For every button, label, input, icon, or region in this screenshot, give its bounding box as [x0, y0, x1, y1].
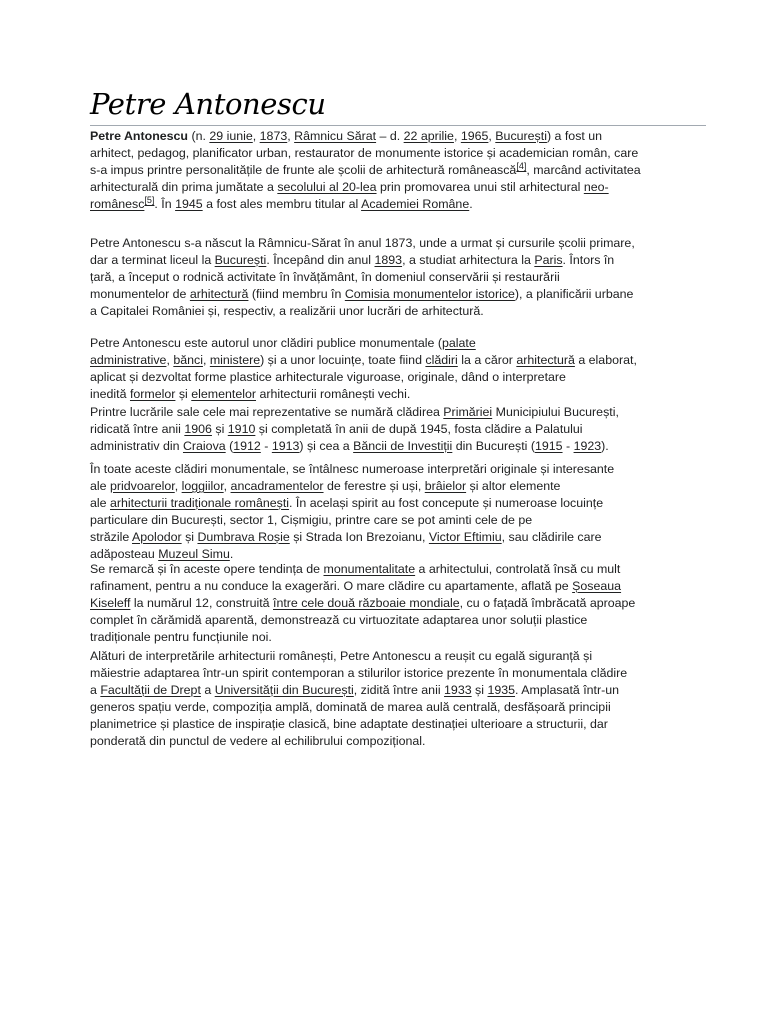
link-1913[interactable]: 1913: [271, 438, 300, 453]
link-loggiilor[interactable]: loggiilor: [181, 478, 224, 493]
link-administrative[interactable]: administrative: [90, 352, 167, 367]
link-birth-day[interactable]: 29 iunie: [209, 129, 253, 143]
link-neo-romanesc[interactable]: neo-: [583, 179, 609, 194]
link-apolodor[interactable]: Apolodor: [132, 529, 182, 544]
link-1933[interactable]: 1933: [444, 682, 472, 697]
reference-4[interactable]: [4]: [516, 160, 527, 171]
link-soseaua-kiseleff[interactable]: Șoseaua: [572, 578, 622, 593]
link-cladiri[interactable]: clădiri: [425, 352, 458, 367]
page-title: Petre Antonescu: [90, 87, 326, 121]
link-arhitecturii-traditionale[interactable]: arhitecturii tradiționale românești: [109, 495, 290, 510]
link-birth-place[interactable]: Râmnicu Sărat: [294, 129, 377, 143]
link-death-place[interactable]: București: [495, 129, 547, 143]
link-victor-eftimiu[interactable]: Victor Eftimiu: [428, 529, 502, 544]
reference-5[interactable]: [5]: [144, 194, 155, 205]
link-brailelor[interactable]: brâielor: [424, 478, 467, 493]
link-universitatii-bucuresti[interactable]: Universității din București: [214, 682, 354, 697]
paragraph-faculty-of-law: Alături de interpretările arhitecturii românești, Petre Antonescu a reușit cu egală siguranță și măiestrie adaptarea într-un spirit contemporan a stilurilor istorice prezente în monumentala clădire a Facultății de Drept a Universității din București, zidită între anii 1933 și 1935. Amplasată într-un generos spațiu verde, compoziția amplă, dominată de marea aulă centrală, desfășoară principii planimetrice și plastice de inspirație clasică, bine adaptate destinației ulterioare a structurii, dar ponderată din punctul de vedere al echilibrului compozițional.: [90, 649, 628, 748]
link-neo-romanesc-cont[interactable]: românesc: [90, 196, 145, 211]
link-death-day[interactable]: 22 aprilie: [403, 129, 454, 143]
link-arhitectura-2[interactable]: arhitectură: [516, 352, 575, 367]
paragraph-works: Petre Antonescu este autorul unor clădiri publice monumentale (palate administrative, bănci, ministere) și a unor locuințe, toate fiind clădiri la a căror arhitectură a elaborat, aplicat și dezvoltat forme plastice arhitecturale viguroase, originale, dând o interpretare inedită formelor și elementelor arhitecturii românești vechi.: [90, 336, 637, 401]
link-formelor[interactable]: formelor: [129, 386, 176, 401]
link-paris[interactable]: Paris: [534, 252, 563, 267]
link-bucuresti[interactable]: București: [214, 252, 267, 267]
link-ministere[interactable]: ministere: [209, 352, 261, 367]
link-death-year[interactable]: 1965: [460, 129, 489, 143]
article-subject: Petre Antonescu: [90, 129, 188, 143]
paragraph-representative-works: Printre lucrările sale cele mai reprezentative se numără clădirea Primăriei Municipiului București, ridicată între anii 1906 și 1910 și completată în anii de după 1945, fosta clădire a Palatului administrativ din Craiova (1912 - 1913) și cea a Băncii de Investiții din București (1915 - 1923).: [90, 405, 619, 453]
link-birth-year[interactable]: 1873: [259, 129, 288, 143]
link-banci[interactable]: bănci: [173, 352, 203, 367]
link-1893[interactable]: 1893: [374, 252, 403, 267]
link-craiova[interactable]: Craiova: [182, 438, 226, 453]
link-palate[interactable]: palate: [441, 336, 476, 350]
link-facultatii-de-drept[interactable]: Facultății de Drept: [100, 682, 201, 697]
link-ancadramentelor[interactable]: ancadramentelor: [230, 478, 324, 493]
paragraph-interpretations: În toate aceste clădiri monumentale, se întâlnesc numeroase interpretări originale și interesante ale pridvoarelor, loggiilor, ancadramentelor de ferestre și uși, brâielor și altor elemente ale arhitecturii tradiționale românești. În același spirit au fost concepute și numeroase locuințe particulare din București, sector 1, Cișmigiu, printre care se pot aminti cele de pe străzile Apolodor și Dumbrava Roșie și Strada Ion Brezoianu, Victor Eftimiu, sau clădirile care adăposteau Muzeul Simu.: [90, 462, 615, 561]
link-1945[interactable]: 1945: [175, 196, 203, 211]
link-primariei[interactable]: Primăriei: [443, 405, 493, 419]
paragraph-monumentality: Se remarcă și în aceste opere tendința de monumentalitate a arhitectului, controlată însă cu mult rafinament, pentru a nu conduce la exagerări. O mare clădire cu apartamente, aflată pe Șoseaua Kiseleff la numărul 12, construită între cele două războaie mondiale, cu o fațadă îmbrăcată aproape complet în cărămidă aparentă, demonstrează cu virtuozitate adaptarea unor soluții plastice tradiționale pentru funcțiunile noi.: [90, 562, 636, 644]
link-kiseleff[interactable]: Kiseleff: [90, 595, 131, 610]
link-secolul-20[interactable]: secolului al 20-lea: [277, 179, 377, 194]
link-muzeul-simu[interactable]: Muzeul Simu: [158, 546, 230, 561]
title-divider: [90, 125, 706, 126]
link-dumbrava-rosie[interactable]: Dumbrava Roșie: [197, 529, 290, 544]
link-1923[interactable]: 1923: [573, 438, 602, 453]
intro-paragraph: Petre Antonescu (n. 29 iunie, 1873, Râmnicu Sărat – d. 22 aprilie, 1965, București) a fost un arhitect, pedagog, planificator urban, restaurator de monumente istorice și academician român, care s-a impus printre personalitățile de frunte ale școlii de arhitectură românească[4], marcând activitatea arhitecturală din prima jumătate a secolului al 20-lea prin promovarea unui stil arhitectural neo- românesc[5]. În 1945 a fost ales membru titular al Academiei Române.: [90, 129, 641, 211]
link-bancii-investitii[interactable]: Băncii de Investiții: [353, 438, 453, 453]
link-monumentalitate[interactable]: monumentalitate: [323, 562, 416, 576]
link-arhitectura[interactable]: arhitectură: [189, 286, 249, 301]
link-1906[interactable]: 1906: [184, 421, 212, 436]
link-1935[interactable]: 1935: [487, 682, 516, 697]
link-razboaie-mondiale[interactable]: între cele două războaie mondiale: [273, 595, 460, 610]
link-pridvoarelor[interactable]: pridvoarelor: [109, 478, 175, 493]
paragraph-biography: Petre Antonescu s-a născut la Râmnicu-Sărat în anul 1873, unde a urmat și cursurile școlii primare, dar a terminat liceul la București. Începând din anul 1893, a studiat arhitectura la Paris. Întors în țară, a început o rodnică activitate în învățământ, în domeniul conservării și restaurării monumentelor de arhitectură (fiind membru în Comisia monumentelor istorice), a planificării urbane a Capitalei României și, respectiv, a realizării unor lucrări de arhitectură.: [90, 236, 635, 318]
link-comisia-monumentelor[interactable]: Comisia monumentelor istorice: [344, 286, 515, 301]
link-elementelor[interactable]: elementelor: [191, 386, 257, 401]
link-academia-romana[interactable]: Academiei Române: [361, 196, 470, 211]
link-1910[interactable]: 1910: [227, 421, 256, 436]
link-1912[interactable]: 1912: [233, 438, 261, 453]
link-1915[interactable]: 1915: [534, 438, 563, 453]
